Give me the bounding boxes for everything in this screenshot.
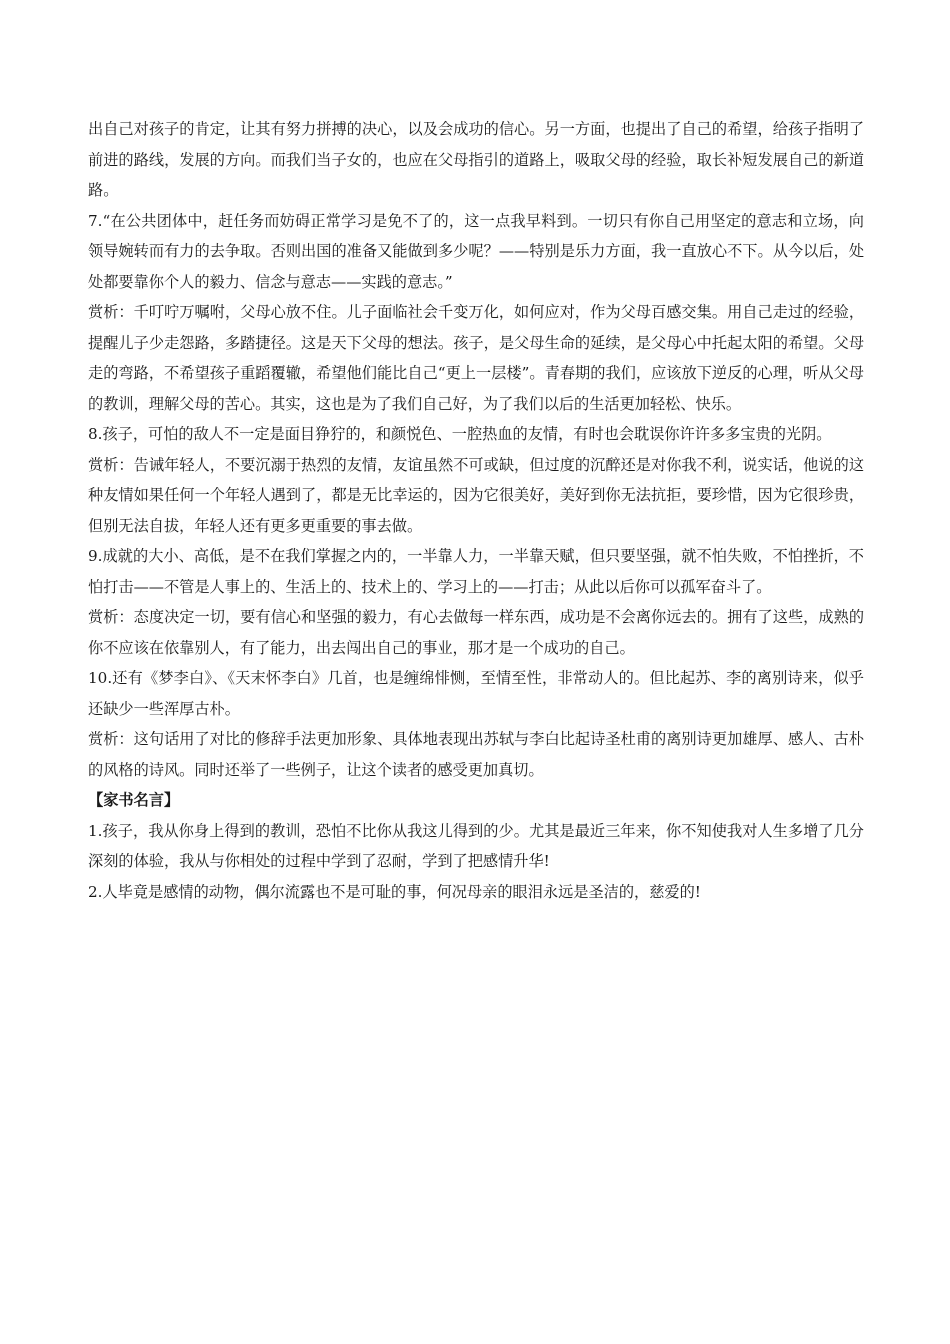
quote-10: 10.还有《梦李白》、《天末怀李白》几首，也是缠绵悱恻，至情至性，非常动人的。但比起苏、李的离别诗来，似乎还缺少一些浑厚古朴。 — [88, 669, 864, 718]
section-heading: 【家书名言】 — [88, 791, 180, 809]
famous-quote-2: 2.人毕竟是感情的动物，偶尔流露也不是可耻的事，何况母亲的眼泪永远是圣洁的，慈爱的! — [88, 882, 701, 901]
analysis-8: 赏析：告诫年轻人，不要沉溺于热烈的友情，友谊虽然不可或缺，但过度的沉醉还是对你我不利，说实话，他说的这种友情如果任何一个年轻人遇到了，都是无比幸运的，因为它很美好，美好到你无法抗拒，要珍惜，因为它很珍贵，但别无法自拔，年轻人还有更多更重要的事去做。 — [88, 455, 864, 535]
quote-8: 8.孩子，可怕的敌人不一定是面目狰狞的，和颜悦色、一腔热血的友情，有时也会耽误你许许多多宝贵的光阴。 — [88, 425, 832, 443]
quote-7: 7.“在公共团体中，赶任务而妨碍正常学习是免不了的，这一点我早料到。一切只有你自己用坚定的意志和立场，向领导婉转而有力的去争取。否则出国的准备又能做到多少呢？——特别是乐力方面，我一直放心不下。从今以后，处处都要靠你个人的毅力、信念与意志——实践的意志。” — [88, 211, 864, 291]
famous-quote-1: 1.孩子，我从你身上得到的教训，恐怕不比你从我这儿得到的少。尤其是最近三年来，你不知使我对人生多增了几分深刻的体验，我从与你相处的过程中学到了忍耐，学到了把感情升华! — [88, 821, 864, 870]
paragraph-continuation: 出自己对孩子的肯定，让其有努力拼搏的决心，以及会成功的信心。另一方面，也提出了自己的希望，给孩子指明了前进的路线，发展的方向。而我们当子女的，也应在父母指引的道路上，吸取父母的经验，取长补短发展自己的新道路。 — [88, 120, 864, 199]
document-body — [88, 114, 864, 907]
analysis-10: 赏析：这句话用了对比的修辞手法更加形象、具体地表现出苏轼与李白比起诗圣杜甫的离别诗更加雄厚、感人、古朴的风格的诗风。同时还举了一些例子，让这个读者的感受更加真切。 — [88, 730, 864, 779]
quote-9: 9.成就的大小、高低，是不在我们掌握之内的，一半靠人力，一半靠天赋，但只要坚强，就不怕失败，不怕挫折，不怕打击——不管是人事上的、生活上的、技术上的、学习上的——打击；从此以后你可以孤军奋斗了。 — [88, 547, 864, 596]
analysis-7: 赏析：千叮咛万嘱咐，父母心放不住。儿子面临社会千变万化，如何应对，作为父母百感交集。用自己走过的经验，提醒儿子少走怨路，多踏捷径。这是天下父母的想法。孩子，是父母生命的延续，是父母心中托起太阳的希望。父母走的弯路，不希望孩子重蹈覆辙，希望他们能比自己“更上一层楼”。青春期的我们，应该放下逆反的心理，听从父母的教训，理解父母的苦心。其实，这也是为了我们自己好，为了我们以后的生活更加轻松、快乐。 — [88, 303, 864, 413]
analysis-9: 赏析：态度决定一切，要有信心和坚强的毅力，有心去做每一样东西，成功是不会离你远去的。拥有了这些，成熟的你不应该在依靠别人，有了能力，出去闯出自己的事业，那才是一个成功的自己。 — [88, 608, 864, 657]
